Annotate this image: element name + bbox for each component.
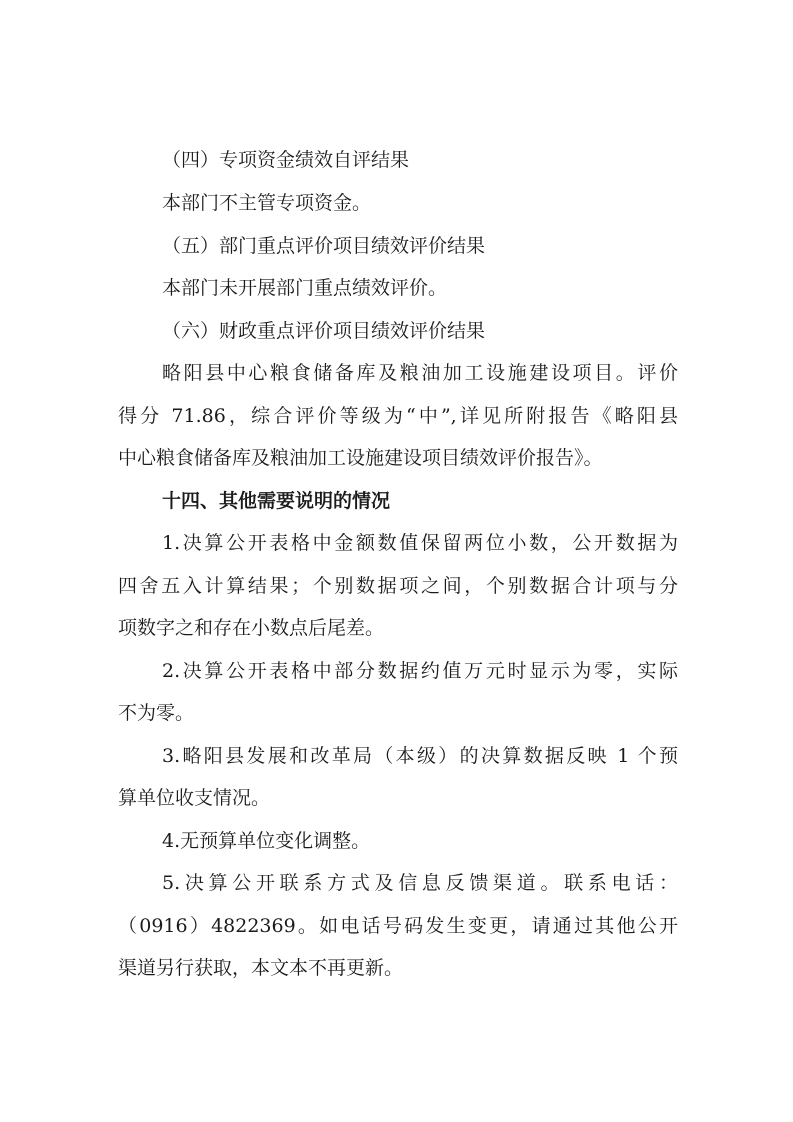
item-1-line-3: 项数字之和存在小数点后尾差。	[118, 617, 385, 639]
item-5-line-1: 5.决算公开联系方式及信息反馈渠道。联系电话：	[162, 872, 678, 894]
section-6-line-3: 中心粮食储备库及粮油加工设施建设项目绩效评价报告》。	[118, 447, 603, 469]
section-14-heading: 十四、其他需要说明的情况	[162, 490, 391, 512]
item-5-line-3: 渠道另行获取，本文本不再更新。	[118, 957, 404, 979]
item-3-line-1: 3.略阳县发展和改革局（本级）的决算数据反映 1 个预	[162, 745, 678, 767]
section-4-heading: （四）专项资金绩效自评结果	[162, 149, 410, 171]
item-4-text: 4.无预算单位变化调整。	[162, 830, 371, 852]
item-5-line-2: （0916）4822369。如电话号码发生变更，请通过其他公开	[118, 915, 678, 937]
item-2-line-2: 不为零。	[118, 702, 195, 724]
section-6-line-1: 略阳县中心粮食储备库及粮油加工设施建设项目。评价	[162, 362, 678, 384]
item-1-line-2: 四舍五入计算结果；个别数据项之间，个别数据合计项与分	[118, 575, 678, 597]
section-6-heading: （六）财政重点评价项目绩效评价结果	[162, 320, 486, 342]
section-6-line-2: 得分 71.86，综合评价等级为“中”,详见所附报告《略阳县	[118, 405, 678, 427]
section-5-heading: （五）部门重点评价项目绩效评价结果	[162, 235, 486, 257]
section-5-text: 本部门未开展部门重点绩效评价。	[162, 277, 448, 299]
section-4-text: 本部门不主管专项资金。	[162, 192, 372, 214]
item-2-line-1: 2.决算公开表格中部分数据约值万元时显示为零，实际	[162, 660, 678, 682]
item-3-line-2: 算单位收支情况。	[118, 787, 271, 809]
item-1-line-1: 1.决算公开表格中金额数值保留两位小数，公开数据为	[162, 532, 678, 554]
